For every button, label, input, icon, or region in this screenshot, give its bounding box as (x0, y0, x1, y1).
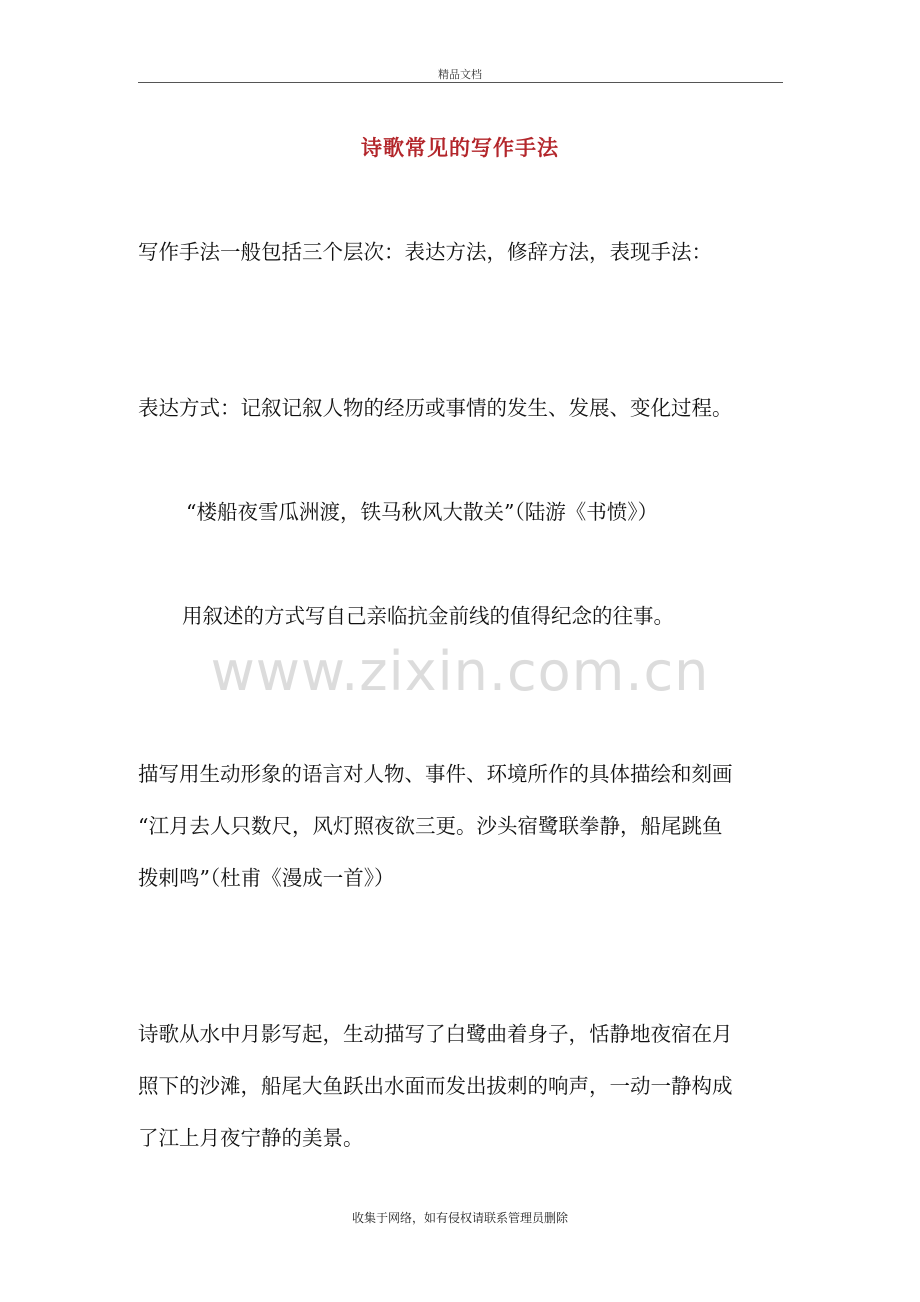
watermark: www.zixin.com.cn (210, 640, 710, 703)
analysis-line: 诗歌从水中月影写起，生动描写了白鹭曲着身子，恬静地夜宿在月 (138, 1022, 733, 1046)
analysis-paragraph (138, 1014, 778, 1158)
description-line: 描写用生动形象的语言对人物、事件、环境所作的具体描绘和刻画 (138, 762, 733, 786)
analysis-line: 照下的沙滩，船尾大鱼跃出水面而发出拔刺的响声，一动一静构成 (138, 1074, 733, 1098)
intro-paragraph: 写作手法一般包括三个层次：表达方法，修辞方法，表现手法： (138, 240, 712, 264)
description-line: “江月去人只数尺，风灯照夜欲三更。沙头宿鹭联拳静，船尾跳鱼 (138, 814, 723, 838)
page-header: 精品文档 (438, 68, 482, 81)
page-footer: 收集于网络，如有侵权请联系管理员删除 (351, 1211, 568, 1225)
quote-explanation: 用叙述的方式写自己亲临抗金前线的值得纪念的往事。 (182, 604, 674, 628)
document-title: 诗歌常见的写作手法 (361, 135, 559, 160)
analysis-line: 了江上月夜宁静的美景。 (138, 1126, 364, 1150)
description-paragraph (138, 754, 778, 898)
header-divider (138, 82, 783, 83)
quote-lu-you: “楼船夜雪瓜洲渡，铁马秋风大散关”（陆游《书愤》） (186, 500, 658, 524)
description-line: 拨剌鸣”（杜甫《漫成一首》） (138, 866, 395, 890)
expression-paragraph: 表达方式：记叙记叙人物的经历或事情的发生、发展、变化过程。 (138, 396, 733, 420)
